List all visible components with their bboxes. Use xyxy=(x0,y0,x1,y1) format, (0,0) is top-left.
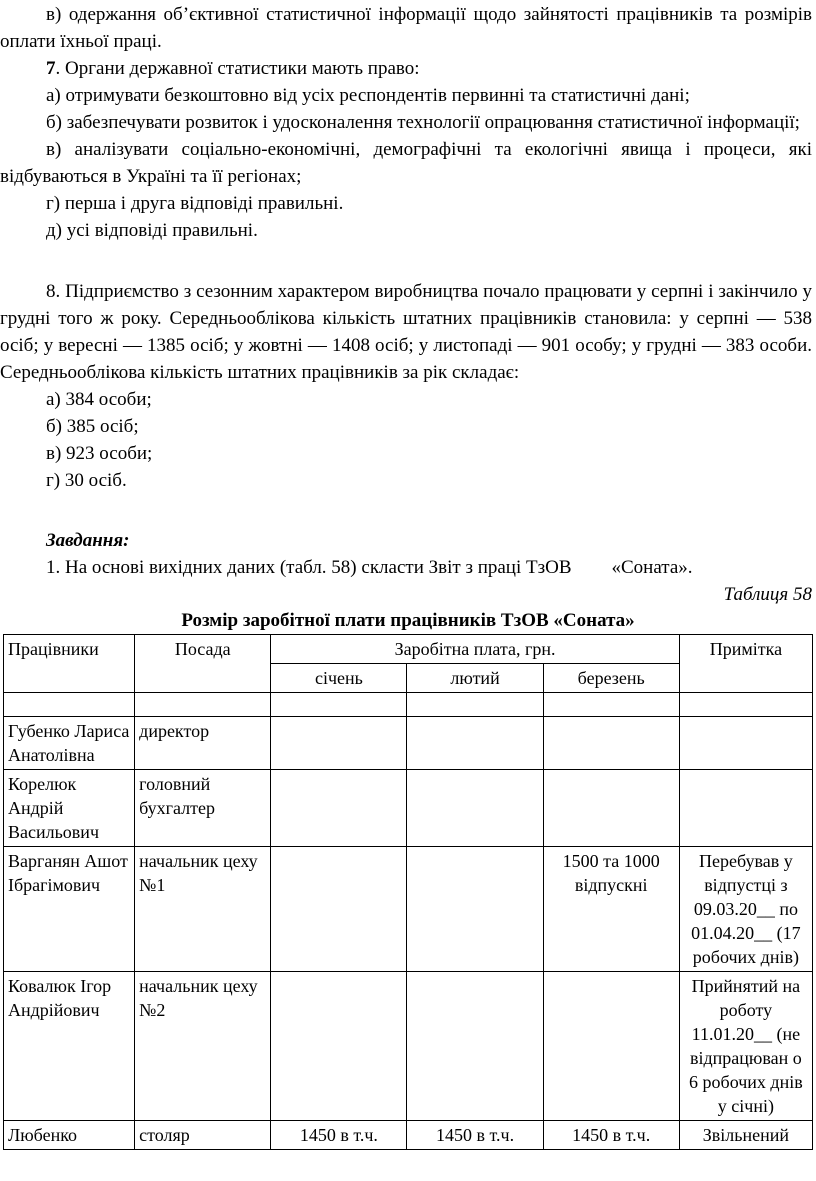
salary-feb xyxy=(407,972,543,1121)
salary-mar: 1500 та 1000 відпускні xyxy=(543,847,679,972)
task-section xyxy=(0,527,812,581)
table-row xyxy=(4,847,813,972)
question-8-option-b: б) 385 осіб; xyxy=(46,416,139,437)
salary-mar xyxy=(543,770,679,847)
table-row xyxy=(4,1121,813,1150)
header-position: Посада xyxy=(135,635,271,693)
worker-note xyxy=(679,717,812,770)
worker-name: Губенко Лариса Анатолівна xyxy=(4,717,135,770)
question-7-option-c: в) аналізувати соціально-економічні, демографічні та екологічні явища і процеси, які відбуваються в Україні та її регіонах; xyxy=(0,139,812,187)
question-8-option-a: а) 384 особи; xyxy=(46,389,152,410)
worker-position: директор xyxy=(135,717,271,770)
table-row xyxy=(4,717,813,770)
salary-jan: 1450 в т.ч. xyxy=(271,1121,407,1150)
table-cell xyxy=(135,693,271,717)
salary-table xyxy=(3,634,813,1150)
header-salary: Заробітна плата, грн. xyxy=(271,635,679,664)
question-8-stem: 8. Підприємство з сезонним характером виробництва почало працювати у серпні і закінчило у грудні того ж року. Середньооблікова кількість штатних працівників становила: у серпні — 538 осіб; у вересні — 1385 осіб; у жовтні — 1408 осіб; у листопаді — 901 особу; у грудні — 383 особи. Середньооблікова кількість штатних працівників за рік складає: xyxy=(0,281,812,383)
salary-feb xyxy=(407,717,543,770)
worker-position: начальник цеху №1 xyxy=(135,847,271,972)
table-header-row xyxy=(4,635,813,664)
worker-position: столяр xyxy=(135,1121,271,1150)
salary-jan xyxy=(271,972,407,1121)
salary-jan xyxy=(271,847,407,972)
header-month-feb: лютий xyxy=(407,664,543,693)
table-label: Таблиця 58 xyxy=(723,584,812,605)
worker-note xyxy=(679,770,812,847)
salary-feb xyxy=(407,770,543,847)
table-cell xyxy=(271,693,407,717)
salary-feb xyxy=(407,847,543,972)
table-row xyxy=(4,770,813,847)
salary-feb: 1450 в т.ч. xyxy=(407,1121,543,1150)
question-8-option-d: г) 30 осіб. xyxy=(46,470,127,491)
worker-note: Прийнятий на роботу 11.01.20__ (не відпрацюван о 6 робочих днів у січні) xyxy=(679,972,812,1121)
question-7-stem xyxy=(0,55,812,82)
header-note: Примітка xyxy=(679,635,812,693)
question-8-option-c: в) 923 особи; xyxy=(46,443,153,464)
table-cell xyxy=(4,693,135,717)
table-row xyxy=(4,972,813,1121)
table-cell xyxy=(679,693,812,717)
worker-name: Корелюк Андрій Васильович xyxy=(4,770,135,847)
worker-position: головний бухгалтер xyxy=(135,770,271,847)
question-7-text: . Органи державної статистики мають право: xyxy=(55,58,420,79)
worker-note: Перебував у відпустці з 09.03.20__ по 01.04.20__ (17 робочих днів) xyxy=(679,847,812,972)
question-7-option-a: а) отримувати безкоштовно від усіх респондентів первинні та статистичні дані; xyxy=(46,85,690,106)
question-7 xyxy=(0,55,812,244)
salary-mar xyxy=(543,717,679,770)
salary-mar: 1450 в т.ч. xyxy=(543,1121,679,1150)
header-month-jan: січень xyxy=(271,664,407,693)
table-title: Розмір заробітної плати працівників ТзОВ «Соната» xyxy=(181,610,635,631)
question-7-option-d: г) перша і друга відповіді правильні. xyxy=(46,193,344,214)
salary-mar xyxy=(543,972,679,1121)
task-heading: Завдання: xyxy=(46,530,130,551)
table-cell xyxy=(543,693,679,717)
worker-position: начальник цеху №2 xyxy=(135,972,271,1121)
question-7-option-b: б) забезпечувати розвиток і удосконалення технології опрацювання статистичної інформації; xyxy=(46,112,800,133)
worker-note: Звільнений xyxy=(679,1121,812,1150)
paragraph-stats-info: в) одержання об’єктивної статистичної інформації щодо зайнятості працівників та розмірів оплати їхньої праці. xyxy=(0,4,812,52)
worker-name: Ковалюк Ігор Андрійович xyxy=(4,972,135,1121)
task-item-1: 1. На основі вихідних даних (табл. 58) скласти Звіт з праці ТзОВ «Соната». xyxy=(46,557,693,578)
worker-name: Варганян Ашот Ібрагімович xyxy=(4,847,135,972)
header-month-mar: березень xyxy=(543,664,679,693)
question-7-number: 7 xyxy=(46,58,56,79)
salary-jan xyxy=(271,717,407,770)
worker-name: Любенко xyxy=(4,1121,135,1150)
header-workers: Працівники xyxy=(4,635,135,693)
table-cell xyxy=(407,693,543,717)
question-7-option-e: д) усі відповіді правильні. xyxy=(46,220,258,241)
question-8 xyxy=(0,278,812,494)
table-empty-row xyxy=(4,693,813,717)
salary-jan xyxy=(271,770,407,847)
